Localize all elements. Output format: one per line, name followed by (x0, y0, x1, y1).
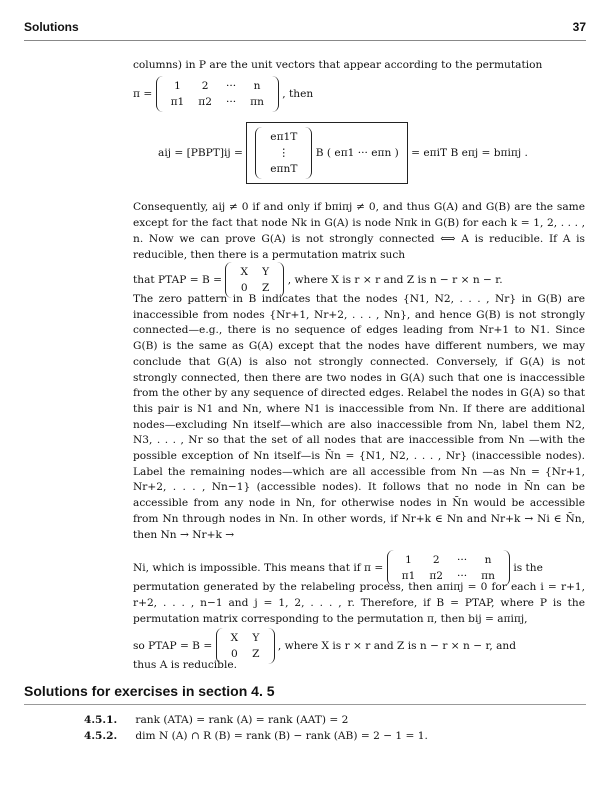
perm-cell: 2 (201, 80, 209, 92)
block-cell: Z (261, 282, 270, 294)
middle-product: B ( eπ1 ··· eπn ) (315, 147, 399, 159)
pi-definition (133, 76, 313, 112)
perm-cell: ··· (457, 570, 468, 582)
exercise-row (84, 714, 348, 726)
section-rule (24, 704, 586, 705)
header-rule (24, 40, 586, 41)
paragraph-1: Consequently, aij ≠ 0 if and only if bπiπj ≠ 0, and thus G(A) and G(B) are the same except for the fact that node Nk in G(A) is node Nπk in G(B) for each k = 1, 2, . . . , n. Now we can prove G(A) is not strongly connected ⟺ A is reducible. If A is reducible, then there is a permutation matrix such (133, 201, 585, 261)
perm-cell: n (484, 554, 492, 566)
col-entry: eπnT (270, 163, 298, 175)
perm-cell: 1 (174, 80, 181, 92)
col-entry: eπ1T (270, 131, 298, 143)
perm-cell: π2 (198, 96, 212, 108)
perm-cell: πn (481, 570, 495, 582)
so-lhs: so PTAP = B = (133, 640, 213, 652)
aij-rhs: = eπiT B eπj = bπiπj . (411, 147, 528, 159)
block-cell: Z (252, 648, 260, 660)
page-number: 37 (572, 20, 586, 34)
perm-cell: π1 (170, 96, 185, 108)
block-cell: X (240, 266, 248, 278)
block-bracket (246, 122, 408, 184)
that-tail: , where X is r × r and Z is n − r × n − r. (287, 274, 503, 286)
thus-line: thus A is reducible. (133, 659, 237, 671)
block-cell: X (230, 632, 239, 644)
exercise-text: dim N (A) ∩ R (B) = rank (B) − rank (AB) = 2 − 1 = 1. (135, 730, 428, 742)
exercise-text: rank (ATA) = rank (A) = rank (AAT) = 2 (135, 714, 349, 726)
perm-cell: 1 (405, 554, 412, 566)
exercise-number: 4.5.1. (84, 714, 118, 726)
row-vector-column (255, 127, 312, 179)
perm-cell: πn (250, 96, 264, 108)
aij-lhs: aij = [PBPT]ij = (158, 147, 243, 159)
block-cell: Y (262, 266, 270, 278)
paragraph-2: The zero pattern in B indicates that the nodes {N1, N2, . . . , Nr} in G(B) are inaccessible from nodes {Nr+1, Nr+2, . . . , Nn}, and hence G(B) is not strongly connected—e.g., there is no sequence of edges leading from Nr+1 to N1. Since G(B) is the same as G(A) except that the nodes have different numbers, we may conclude that G(A) is also not strongly connected. Conversely, if G(A) is not strongly connected, then there are two nodes in G(A) such that one is inaccessible from the other by any sequence of directed edges. Relabel the nodes in G(A) so that this pair is N1 and Nn, where N1 is inaccessible from Nn. If there are additional nodes—excluding Nn itself—which are also inaccessible from Nn, label them N2, N3, . . . , Nr so that the set of all nodes that are inaccessible from Nn —with the possible exception of Nn itself—is N̄n = {N1, N2, . . . , Nr} (inaccessible nodes). Label the remaining nodes—which are all accessible from Nn —as Nn = {Nr+1, Nr+2, . . . , Nn−1} (accessible nodes). It follows that no node in N̄n can be accessible from any node in Nn, for otherwise nodes in N̄n would be accessible from Nn through nodes in Nn. In other words, if Nr+k ∈ Nn and Nr+k → Ni ∈ N̄n, then Nn → Nr+k → (133, 293, 585, 541)
block-cell: Y (252, 632, 260, 644)
pi-label: π = (133, 88, 153, 100)
exercise-number: 4.5.2. (84, 730, 118, 742)
exercise-row (84, 730, 428, 742)
paragraph-3: permutation generated by the relabeling process, then aπiπj = 0 for each i = r+1, r+2, . . . , n−1 and j = 1, 2, . . . , r. Therefore, if B = PTAP, where P is the permutation matrix corresponding to the permutation π, then bij = aπiπj, (133, 581, 585, 625)
perm-cell: ··· (226, 80, 237, 92)
intro-line: columns) in P are the unit vectors that appear according to the permutation (133, 59, 543, 71)
perm-cell: ··· (457, 554, 468, 566)
ni-tail: is the (513, 562, 543, 574)
perm-matrix (156, 76, 279, 112)
perm-cell: π2 (429, 570, 444, 582)
aij-equation (158, 122, 528, 184)
page-header (24, 20, 586, 38)
block-cell: 0 (230, 648, 238, 660)
perm-cell: π1 (401, 570, 416, 582)
then-text: , then (282, 88, 314, 100)
perm-cell: ··· (226, 96, 237, 108)
running-head: Solutions (24, 20, 79, 34)
that-lhs: that PTAP = B = (133, 274, 223, 286)
perm-cell: n (253, 80, 261, 92)
ni-text: Ni, which is impossible. This means that if π = (133, 562, 384, 574)
perm-cell: 2 (432, 554, 440, 566)
section-title: Solutions for exercises in section 4. 5 (24, 683, 275, 699)
col-entry: ⋮ (278, 147, 290, 159)
so-tail: , where X is r × r and Z is n − r × n − r, and (277, 640, 517, 652)
block-cell: 0 (240, 282, 248, 294)
